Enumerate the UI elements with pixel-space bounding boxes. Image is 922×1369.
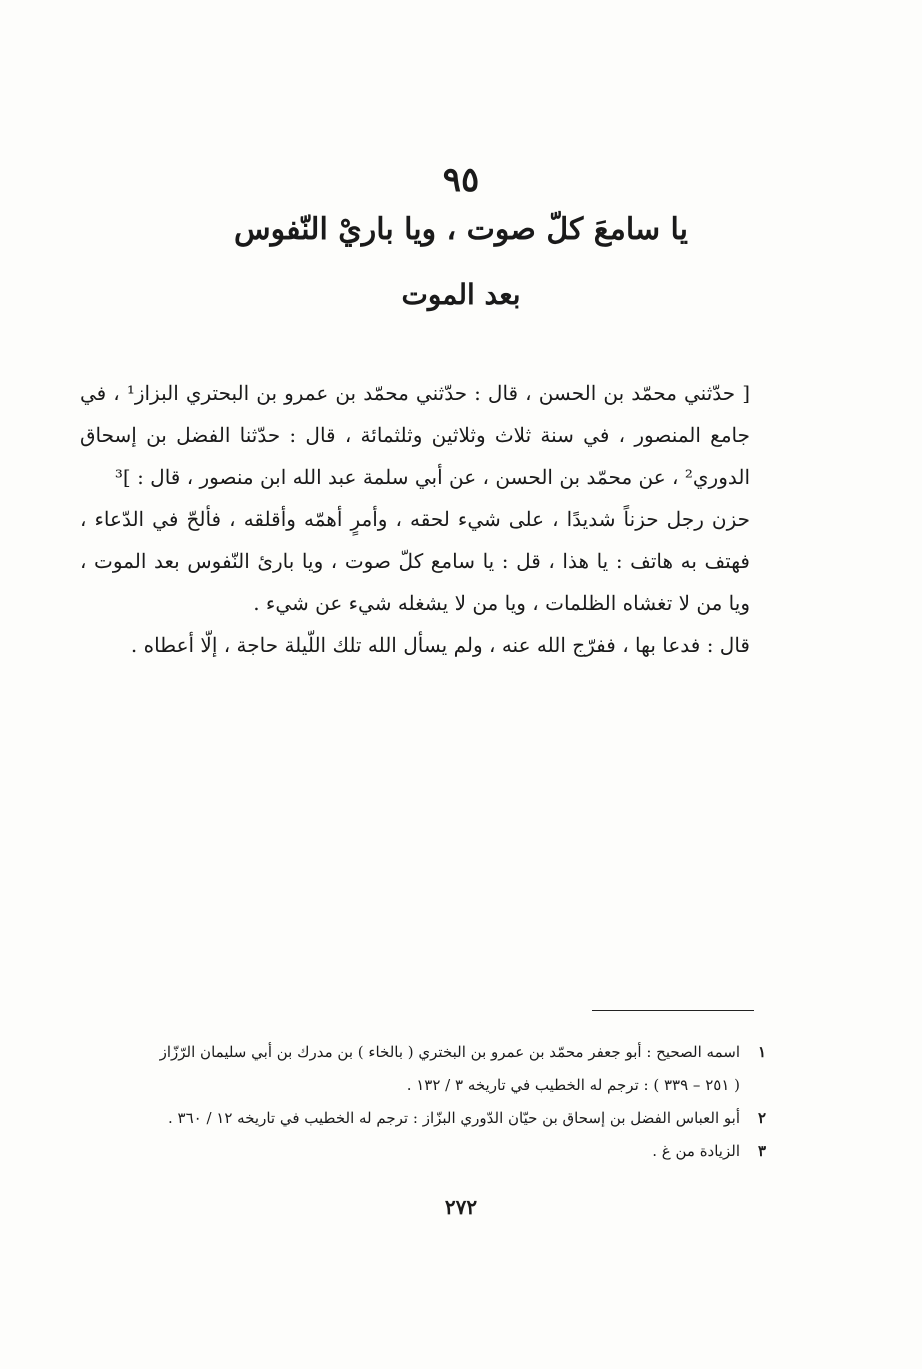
footnote-text — [90, 1102, 740, 1135]
story-body — [80, 372, 750, 666]
story-title-line-2: بعد الموت — [401, 278, 521, 311]
footnote-3 — [90, 1135, 766, 1168]
paragraph-outcome: قال : فدعا بها ، ففرّج الله عنه ، ولم يسأل الله تلك اللّيلة حاجة ، إلّا أعطاه . — [130, 633, 750, 657]
section-number: ٩٥ — [442, 160, 480, 200]
paragraph-isnad: [ حدّثني محمّد بن الحسن ، قال : حدّثني محمّد بن عمرو بن البحتري البزاز¹ ، في جامع المنصور ، في سنة ثلاث وثلاثين وثلثمائة ، قال : حدّثنا الفضل بن إسحاق الدوري² ، عن محمّد بن الحسن ، عن أبي سلمة عبد الله ابن منصور ، قال : ]³ — [80, 381, 750, 489]
page-number: ٢٧٢ — [444, 1195, 478, 1219]
footnote-number: ٢ — [757, 1109, 766, 1127]
footnote-line: اسمه الصحيح : أبو جعفر محمّد بن عمرو بن البختري ( بالخاء ) بن مدرك بن أبي سليمان الرّزّاز — [159, 1043, 740, 1061]
footnote-number: ٣ — [757, 1142, 766, 1160]
story-title-line-1: يا سامعَ كلّ صوت ، ويا باريْ النّفوس — [233, 212, 689, 247]
footnote-line: أبو العباس الفضل بن إسحاق بن حيّان الدّوري البزّاز : ترجم له الخطيب في تاريخه ١٢ / ٣٦٠ . — [167, 1109, 740, 1127]
footnotes — [90, 1036, 766, 1168]
footnote-text — [90, 1135, 740, 1168]
footnote-1 — [90, 1036, 766, 1102]
footnote-text — [90, 1036, 740, 1102]
footnote-2 — [90, 1102, 766, 1135]
footnote-line: ( ٢٥١ – ٣٣٩ ) : ترجم له الخطيب في تاريخه ٣ / ١٣٢ . — [406, 1076, 740, 1094]
footnote-divider — [592, 1010, 754, 1011]
footnote-number: ١ — [757, 1043, 766, 1061]
paragraph-story: حزن رجل حزناً شديدًا ، على شيء لحقه ، وأمرٍ أهمّه وأقلقه ، فألحّ في الدّعاء ، فهتف به هاتف : يا هذا ، قل : يا سامع كلّ صوت ، ويا بارئ النّفوس بعد الموت ، ويا من لا تغشاه الظلمات ، ويا من لا يشغله شيء عن شيء . — [80, 507, 750, 615]
footnote-line: الزيادة من غ . — [652, 1142, 740, 1160]
